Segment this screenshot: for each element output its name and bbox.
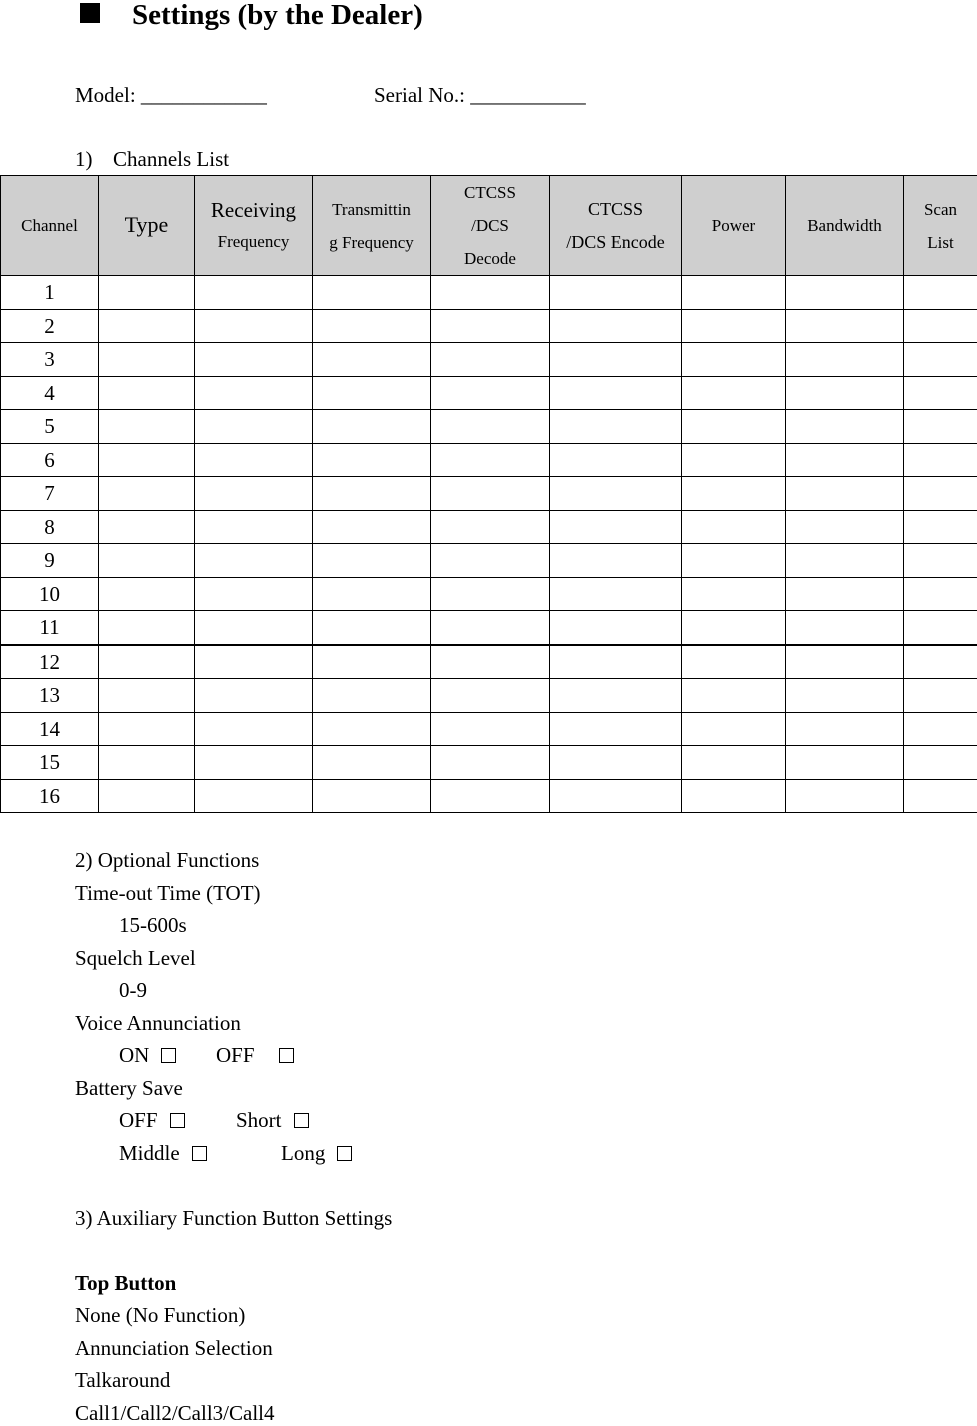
tot-label: Time-out Time (TOT)	[75, 880, 261, 906]
bandwidth-cell[interactable]	[786, 443, 904, 477]
type-cell[interactable]	[99, 410, 195, 444]
type-cell[interactable]	[99, 577, 195, 611]
channel-number-cell: 11	[1, 611, 99, 645]
squelch-value: 0-9	[119, 977, 147, 1003]
power-cell[interactable]	[682, 544, 786, 578]
receiving-frequency-cell[interactable]	[195, 410, 313, 444]
scan-list-cell[interactable]	[904, 679, 977, 713]
power-cell[interactable]	[682, 746, 786, 780]
voice-on-checkbox[interactable]	[161, 1048, 176, 1063]
power-cell[interactable]	[682, 276, 786, 310]
channel-number-cell: 7	[1, 477, 99, 511]
transmitting-frequency-cell[interactable]	[313, 779, 431, 813]
aux-option-calls: Call1/Call2/Call3/Call4	[75, 1400, 275, 1426]
table-row	[1, 712, 977, 746]
bandwidth-cell[interactable]	[786, 544, 904, 578]
voice-off-option[interactable]	[216, 1042, 294, 1068]
scan-list-cell[interactable]	[904, 544, 977, 578]
table-row	[1, 746, 977, 780]
voice-off-checkbox[interactable]	[279, 1048, 294, 1063]
battery-middle-option[interactable]	[119, 1140, 207, 1166]
decode-cell[interactable]	[431, 611, 550, 645]
scan-list-cell[interactable]	[904, 510, 977, 544]
voice-on-option[interactable]	[119, 1042, 176, 1068]
voice-off-label: OFF	[216, 1043, 255, 1067]
channel-number-cell: 14	[1, 712, 99, 746]
channel-number-cell: 13	[1, 679, 99, 713]
scan-list-cell[interactable]	[904, 645, 977, 679]
type-cell[interactable]	[99, 645, 195, 679]
aux-option-none: None (No Function)	[75, 1302, 245, 1328]
table-row	[1, 577, 977, 611]
transmitting-frequency-cell[interactable]	[313, 510, 431, 544]
table-row	[1, 544, 977, 578]
bandwidth-cell[interactable]	[786, 410, 904, 444]
power-cell[interactable]	[682, 343, 786, 377]
decode-cell[interactable]	[431, 679, 550, 713]
transmitting-frequency-cell[interactable]	[313, 679, 431, 713]
battery-short-checkbox[interactable]	[294, 1113, 309, 1128]
scan-list-cell[interactable]	[904, 779, 977, 813]
encode-cell[interactable]	[550, 410, 682, 444]
scan-list-cell[interactable]	[904, 611, 977, 645]
scan-list-cell[interactable]	[904, 376, 977, 410]
encode-cell[interactable]	[550, 712, 682, 746]
decode-cell[interactable]	[431, 477, 550, 511]
encode-cell[interactable]	[550, 343, 682, 377]
encode-cell[interactable]	[550, 679, 682, 713]
battery-save-label: Battery Save	[75, 1075, 183, 1101]
receiving-frequency-cell[interactable]	[195, 544, 313, 578]
model-field: Model: ____________	[75, 82, 267, 108]
decode-cell[interactable]	[431, 343, 550, 377]
channel-number-cell: 8	[1, 510, 99, 544]
encode-cell[interactable]	[550, 443, 682, 477]
battery-middle-label: Middle	[119, 1141, 180, 1165]
scan-list-cell[interactable]	[904, 309, 977, 343]
black-square-icon	[80, 3, 100, 23]
channel-number-cell: 6	[1, 443, 99, 477]
receiving-frequency-cell[interactable]	[195, 577, 313, 611]
aux-option-annunciation: Annunciation Selection	[75, 1335, 273, 1361]
scan-list-cell[interactable]	[904, 477, 977, 511]
power-cell[interactable]	[682, 577, 786, 611]
type-cell[interactable]	[99, 309, 195, 343]
power-cell[interactable]	[682, 779, 786, 813]
encode-cell[interactable]	[550, 611, 682, 645]
scan-list-cell[interactable]	[904, 276, 977, 310]
channel-rows	[1, 276, 977, 813]
decode-cell[interactable]	[431, 746, 550, 780]
channel-number-cell: 16	[1, 779, 99, 813]
type-cell[interactable]	[99, 679, 195, 713]
receiving-frequency-cell[interactable]	[195, 443, 313, 477]
table-row	[1, 477, 977, 511]
power-cell[interactable]	[682, 611, 786, 645]
channel-number-cell: 10	[1, 577, 99, 611]
column-header-power: Power	[682, 176, 786, 276]
receiving-frequency-cell[interactable]	[195, 477, 313, 511]
receiving-frequency-cell[interactable]	[195, 611, 313, 645]
power-cell[interactable]	[682, 376, 786, 410]
transmitting-frequency-cell[interactable]	[313, 544, 431, 578]
power-cell[interactable]	[682, 410, 786, 444]
channel-number-cell: 12	[1, 645, 99, 679]
bandwidth-cell[interactable]	[786, 679, 904, 713]
scan-list-cell[interactable]	[904, 343, 977, 377]
scan-list-cell[interactable]	[904, 577, 977, 611]
bandwidth-cell[interactable]	[786, 510, 904, 544]
receiving-frequency-cell[interactable]	[195, 679, 313, 713]
bandwidth-cell[interactable]	[786, 477, 904, 511]
table-row	[1, 510, 977, 544]
bandwidth-cell[interactable]	[786, 309, 904, 343]
optional-functions-heading: 2) Optional Functions	[75, 847, 259, 873]
table-row	[1, 410, 977, 444]
column-header-transmitting-frequency: Transmittin g Frequency	[313, 176, 431, 276]
table-header-row	[1, 176, 977, 276]
scan-list-cell[interactable]	[904, 410, 977, 444]
power-cell[interactable]	[682, 645, 786, 679]
power-cell[interactable]	[682, 510, 786, 544]
receiving-frequency-cell[interactable]	[195, 779, 313, 813]
transmitting-frequency-cell[interactable]	[313, 410, 431, 444]
decode-cell[interactable]	[431, 544, 550, 578]
channel-number-cell: 15	[1, 746, 99, 780]
channel-number-cell: 3	[1, 343, 99, 377]
top-button-label: Top Button	[75, 1270, 176, 1296]
channels-table	[0, 175, 977, 813]
bandwidth-cell[interactable]	[786, 276, 904, 310]
column-header-type: Type	[99, 176, 195, 276]
decode-cell[interactable]	[431, 712, 550, 746]
bandwidth-cell[interactable]	[786, 376, 904, 410]
table-row	[1, 276, 977, 310]
decode-cell[interactable]	[431, 376, 550, 410]
table-row	[1, 343, 977, 377]
channel-number-cell: 5	[1, 410, 99, 444]
scan-list-cell[interactable]	[904, 443, 977, 477]
transmitting-frequency-cell[interactable]	[313, 276, 431, 310]
encode-cell[interactable]	[550, 779, 682, 813]
receiving-frequency-cell[interactable]	[195, 276, 313, 310]
receiving-frequency-cell[interactable]	[195, 712, 313, 746]
receiving-frequency-cell[interactable]	[195, 343, 313, 377]
table-row	[1, 309, 977, 343]
column-header-scan-list: Scan List	[904, 176, 977, 276]
bandwidth-cell[interactable]	[786, 779, 904, 813]
type-cell[interactable]	[99, 343, 195, 377]
page-title	[80, 0, 423, 34]
type-cell[interactable]	[99, 611, 195, 645]
aux-option-talkaround: Talkaround	[75, 1367, 170, 1393]
power-cell[interactable]	[682, 679, 786, 713]
receiving-frequency-cell[interactable]	[195, 746, 313, 780]
transmitting-frequency-cell[interactable]	[313, 577, 431, 611]
receiving-frequency-cell[interactable]	[195, 645, 313, 679]
transmitting-frequency-cell[interactable]	[313, 443, 431, 477]
decode-cell[interactable]	[431, 276, 550, 310]
encode-cell[interactable]	[550, 544, 682, 578]
encode-cell[interactable]	[550, 376, 682, 410]
table-row	[1, 443, 977, 477]
battery-short-option[interactable]	[236, 1107, 309, 1133]
aux-heading: 3) Auxiliary Function Button Settings	[75, 1205, 392, 1231]
power-cell[interactable]	[682, 309, 786, 343]
channels-heading: Channels List	[113, 146, 229, 172]
encode-cell[interactable]	[550, 477, 682, 511]
type-cell[interactable]	[99, 712, 195, 746]
bandwidth-cell[interactable]	[786, 343, 904, 377]
transmitting-frequency-cell[interactable]	[313, 712, 431, 746]
type-cell[interactable]	[99, 477, 195, 511]
type-cell[interactable]	[99, 779, 195, 813]
power-cell[interactable]	[682, 712, 786, 746]
channel-number-cell: 9	[1, 544, 99, 578]
encode-cell[interactable]	[550, 645, 682, 679]
serial-field: Serial No.: ___________	[374, 82, 586, 108]
decode-cell[interactable]	[431, 510, 550, 544]
type-cell[interactable]	[99, 544, 195, 578]
battery-off-label: OFF	[119, 1108, 158, 1132]
scan-list-cell[interactable]	[904, 746, 977, 780]
channel-number-cell: 2	[1, 309, 99, 343]
receiving-frequency-cell[interactable]	[195, 309, 313, 343]
decode-cell[interactable]	[431, 779, 550, 813]
page-title-text: Settings (by the Dealer)	[132, 0, 423, 31]
column-header-ctcss-dcs-decode: CTCSS /DCS Decode	[431, 176, 550, 276]
transmitting-frequency-cell[interactable]	[313, 343, 431, 377]
type-cell[interactable]	[99, 443, 195, 477]
bandwidth-cell[interactable]	[786, 611, 904, 645]
battery-long-option[interactable]	[281, 1140, 352, 1166]
channels-heading-number: 1)	[75, 146, 93, 172]
type-cell[interactable]	[99, 510, 195, 544]
type-cell[interactable]	[99, 276, 195, 310]
transmitting-frequency-cell[interactable]	[313, 309, 431, 343]
receiving-frequency-cell[interactable]	[195, 376, 313, 410]
battery-middle-checkbox[interactable]	[192, 1146, 207, 1161]
table-row	[1, 679, 977, 713]
decode-cell[interactable]	[431, 645, 550, 679]
transmitting-frequency-cell[interactable]	[313, 376, 431, 410]
battery-long-label: Long	[281, 1141, 325, 1165]
transmitting-frequency-cell[interactable]	[313, 477, 431, 511]
table-row	[1, 376, 977, 410]
table-row	[1, 779, 977, 813]
type-cell[interactable]	[99, 376, 195, 410]
battery-short-label: Short	[236, 1108, 282, 1132]
receiving-frequency-cell[interactable]	[195, 510, 313, 544]
table-row	[1, 645, 977, 679]
transmitting-frequency-cell[interactable]	[313, 611, 431, 645]
battery-long-checkbox[interactable]	[337, 1146, 352, 1161]
transmitting-frequency-cell[interactable]	[313, 746, 431, 780]
column-header-channel: Channel	[1, 176, 99, 276]
channel-number-cell: 4	[1, 376, 99, 410]
encode-cell[interactable]	[550, 577, 682, 611]
type-cell[interactable]	[99, 746, 195, 780]
voice-annunciation-label: Voice Annunciation	[75, 1010, 241, 1036]
battery-off-option[interactable]	[119, 1107, 185, 1133]
column-header-bandwidth: Bandwidth	[786, 176, 904, 276]
tot-value: 15-600s	[119, 912, 187, 938]
bandwidth-cell[interactable]	[786, 645, 904, 679]
battery-off-checkbox[interactable]	[170, 1113, 185, 1128]
decode-cell[interactable]	[431, 309, 550, 343]
bandwidth-cell[interactable]	[786, 712, 904, 746]
voice-on-label: ON	[119, 1043, 149, 1067]
encode-cell[interactable]	[550, 510, 682, 544]
encode-cell[interactable]	[550, 746, 682, 780]
decode-cell[interactable]	[431, 577, 550, 611]
squelch-label: Squelch Level	[75, 945, 196, 971]
decode-cell[interactable]	[431, 443, 550, 477]
bandwidth-cell[interactable]	[786, 746, 904, 780]
encode-cell[interactable]	[550, 309, 682, 343]
power-cell[interactable]	[682, 477, 786, 511]
encode-cell[interactable]	[550, 276, 682, 310]
column-header-ctcss-dcs-encode: CTCSS /DCS Encode	[550, 176, 682, 276]
power-cell[interactable]	[682, 443, 786, 477]
table-row	[1, 611, 977, 645]
column-header-receiving-frequency: Receiving Frequency	[195, 176, 313, 276]
decode-cell[interactable]	[431, 410, 550, 444]
scan-list-cell[interactable]	[904, 712, 977, 746]
transmitting-frequency-cell[interactable]	[313, 645, 431, 679]
bandwidth-cell[interactable]	[786, 577, 904, 611]
channel-number-cell: 1	[1, 276, 99, 310]
